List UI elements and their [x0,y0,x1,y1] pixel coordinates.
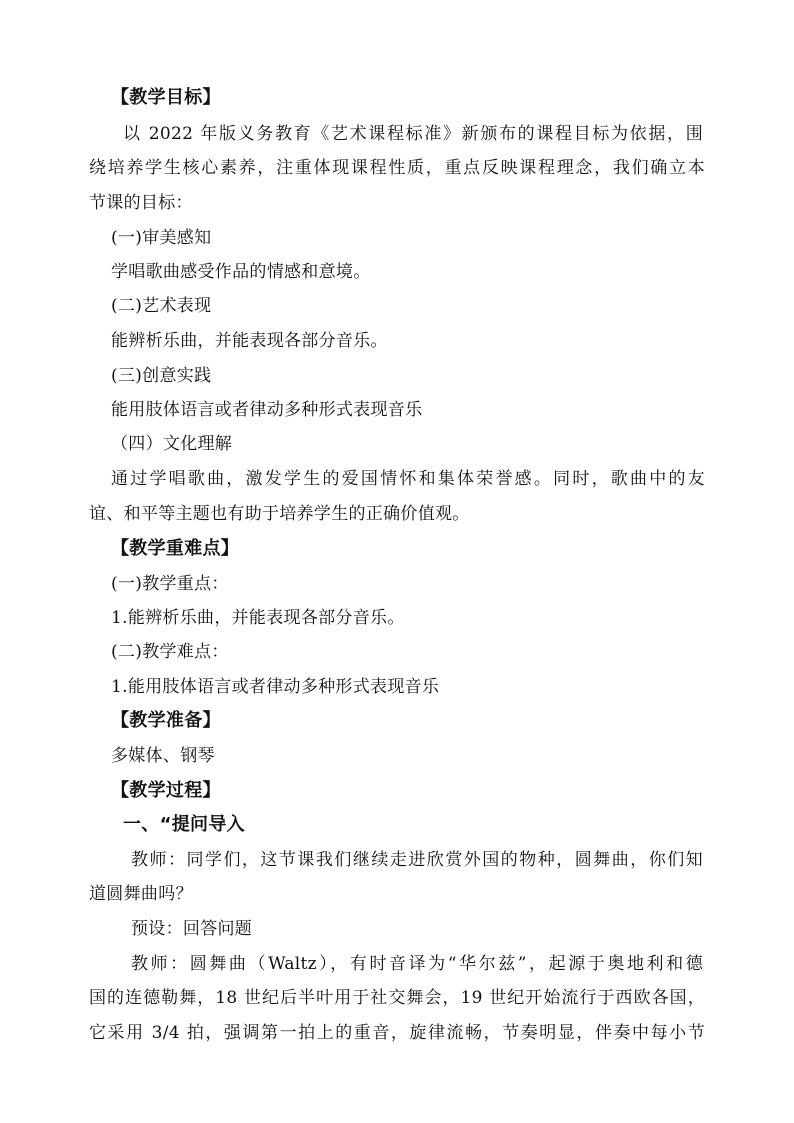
preset-answer: 预设：回答问题 [131,919,253,939]
goal-title-practice: (三)创意实践 [111,366,212,386]
goals-intro-line-1: 以 2022 年版义务教育《艺术课程标准》新颁布的课程目标为依据，围 [123,124,703,144]
goal-title-expression: (二)艺术表现 [111,296,212,316]
preparation-text: 多媒体、钢琴 [111,746,215,766]
goal-text-expression: 能辨析乐曲，并能表现各部分音乐。 [111,331,388,351]
heading-teaching-goals: 【教学目标】 [111,87,221,108]
teacher-speech-1-line-2: 道圆舞曲吗？ [89,884,193,904]
heading-preparation: 【教学准备】 [111,710,221,731]
heading-key-points: 【教学重难点】 [111,538,240,559]
teacher-speech-1-line-1: 教师：同学们，这节课我们继续走进欣赏外国的物种，圆舞曲，你们知 [131,850,703,870]
process-step-title: 一、“提问导入 [123,814,245,835]
teacher-speech-2-line-1: 教师：圆舞曲（Waltz），有时音译为“华尔兹”，起源于奥地利和德 [131,954,703,974]
difficult-point-item: 1.能用肢体语言或者律动多种形式表现音乐 [111,677,440,697]
teacher-speech-2-line-3: 它采用 3/4 拍，强调第一拍上的重音，旋律流畅，节奏明显，伴奏中每小节 [89,1023,705,1043]
goal-text-culture-line-1: 通过学唱歌曲，激发学生的爱国情怀和集体荣誉感。同时，歌曲中的友 [111,469,705,489]
goal-text-practice: 能用肢体语言或者律动多种形式表现音乐 [111,400,423,420]
goals-intro-line-2: 绕培养学生核心素养，注重体现课程性质，重点反映课程理念，我们确立本 [89,158,705,178]
key-point-item: 1.能辨析乐曲，并能表现各部分音乐。 [111,608,405,628]
goal-title-aesthetic: (一)审美感知 [111,228,212,248]
key-point-title: (一)教学重点： [111,574,229,594]
difficult-point-title: (二)教学难点： [111,642,229,662]
goal-text-aesthetic: 学唱歌曲感受作品的情感和意境。 [111,262,371,282]
goals-intro-line-3: 节课的目标： [89,193,193,213]
teacher-speech-2-line-2: 国的连德勒舞，18 世纪后半叶用于社交舞会，19 世纪开始流行于西欧各国， [89,988,705,1008]
goal-title-culture: （四）文化理解 [111,434,233,454]
heading-process: 【教学过程】 [111,780,221,801]
goal-text-culture-line-2: 谊、和平等主题也有助于培养学生的正确价值观。 [89,504,470,524]
